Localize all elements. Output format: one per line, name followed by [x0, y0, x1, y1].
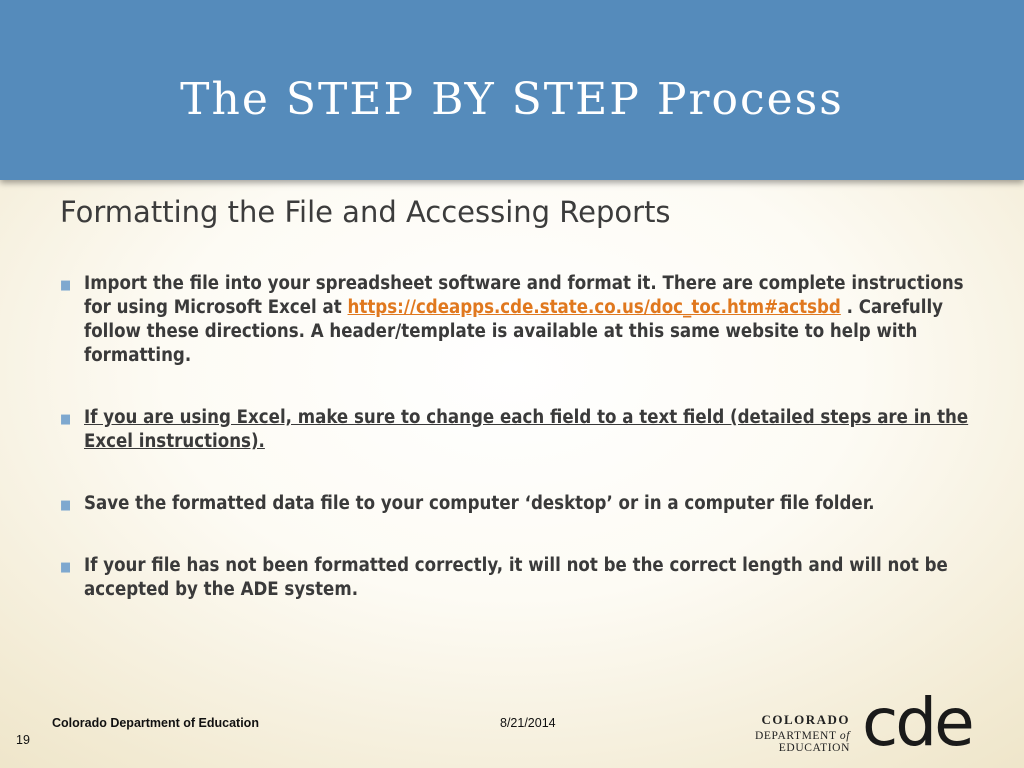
bullet-text: . Carefully follow these directions. A header/template is available at this same website to help with formatting. — [84, 297, 944, 366]
bullet-item-import — [60, 272, 970, 368]
bullet-text: Import the file into your spreadsheet software and format it. There are complete instructions for using Microsoft Excel at — [84, 273, 964, 318]
footer-organization: Colorado Department of Education — [52, 716, 259, 730]
bullet-item-format-warning — [60, 554, 970, 602]
bullet-square-icon: ■ — [60, 412, 72, 427]
logo-line-colorado: COLORADO — [761, 712, 850, 727]
footer-date: 8/21/2014 — [500, 716, 556, 730]
cde-logo-wordmark — [690, 712, 850, 754]
bullet-square-icon: ■ — [60, 498, 72, 513]
bullet-text: Save the formatted data file to your computer ‘desktop’ or in a computer file folder. — [84, 493, 875, 514]
slide-number: 19 — [16, 733, 30, 747]
instructions-link[interactable]: https://cdeapps.cde.state.co.us/doc_toc.htm#actsbd — [347, 297, 841, 318]
logo-line-department: DEPARTMENT of EDUCATION — [755, 730, 850, 754]
bullet-square-icon: ■ — [60, 278, 72, 293]
slide-subtitle: Formatting the File and Accessing Reports — [60, 195, 671, 229]
bullet-item-save-file — [60, 492, 970, 516]
bullet-item-excel-text-field — [60, 406, 970, 454]
title-banner — [0, 0, 1024, 180]
bullet-text: If you are using Excel, make sure to change each field to a text field (detailed steps are in the Excel instructions). — [84, 407, 969, 452]
bullet-list — [60, 272, 970, 602]
slide-title: The STEP BY STEP Process — [180, 74, 844, 125]
cde-logo-icon: cde — [862, 684, 972, 761]
bullet-text: If your file has not been formatted correctly, it will not be the correct length and will not be accepted by the ADE system. — [84, 555, 948, 600]
bullet-square-icon: ■ — [60, 560, 72, 575]
